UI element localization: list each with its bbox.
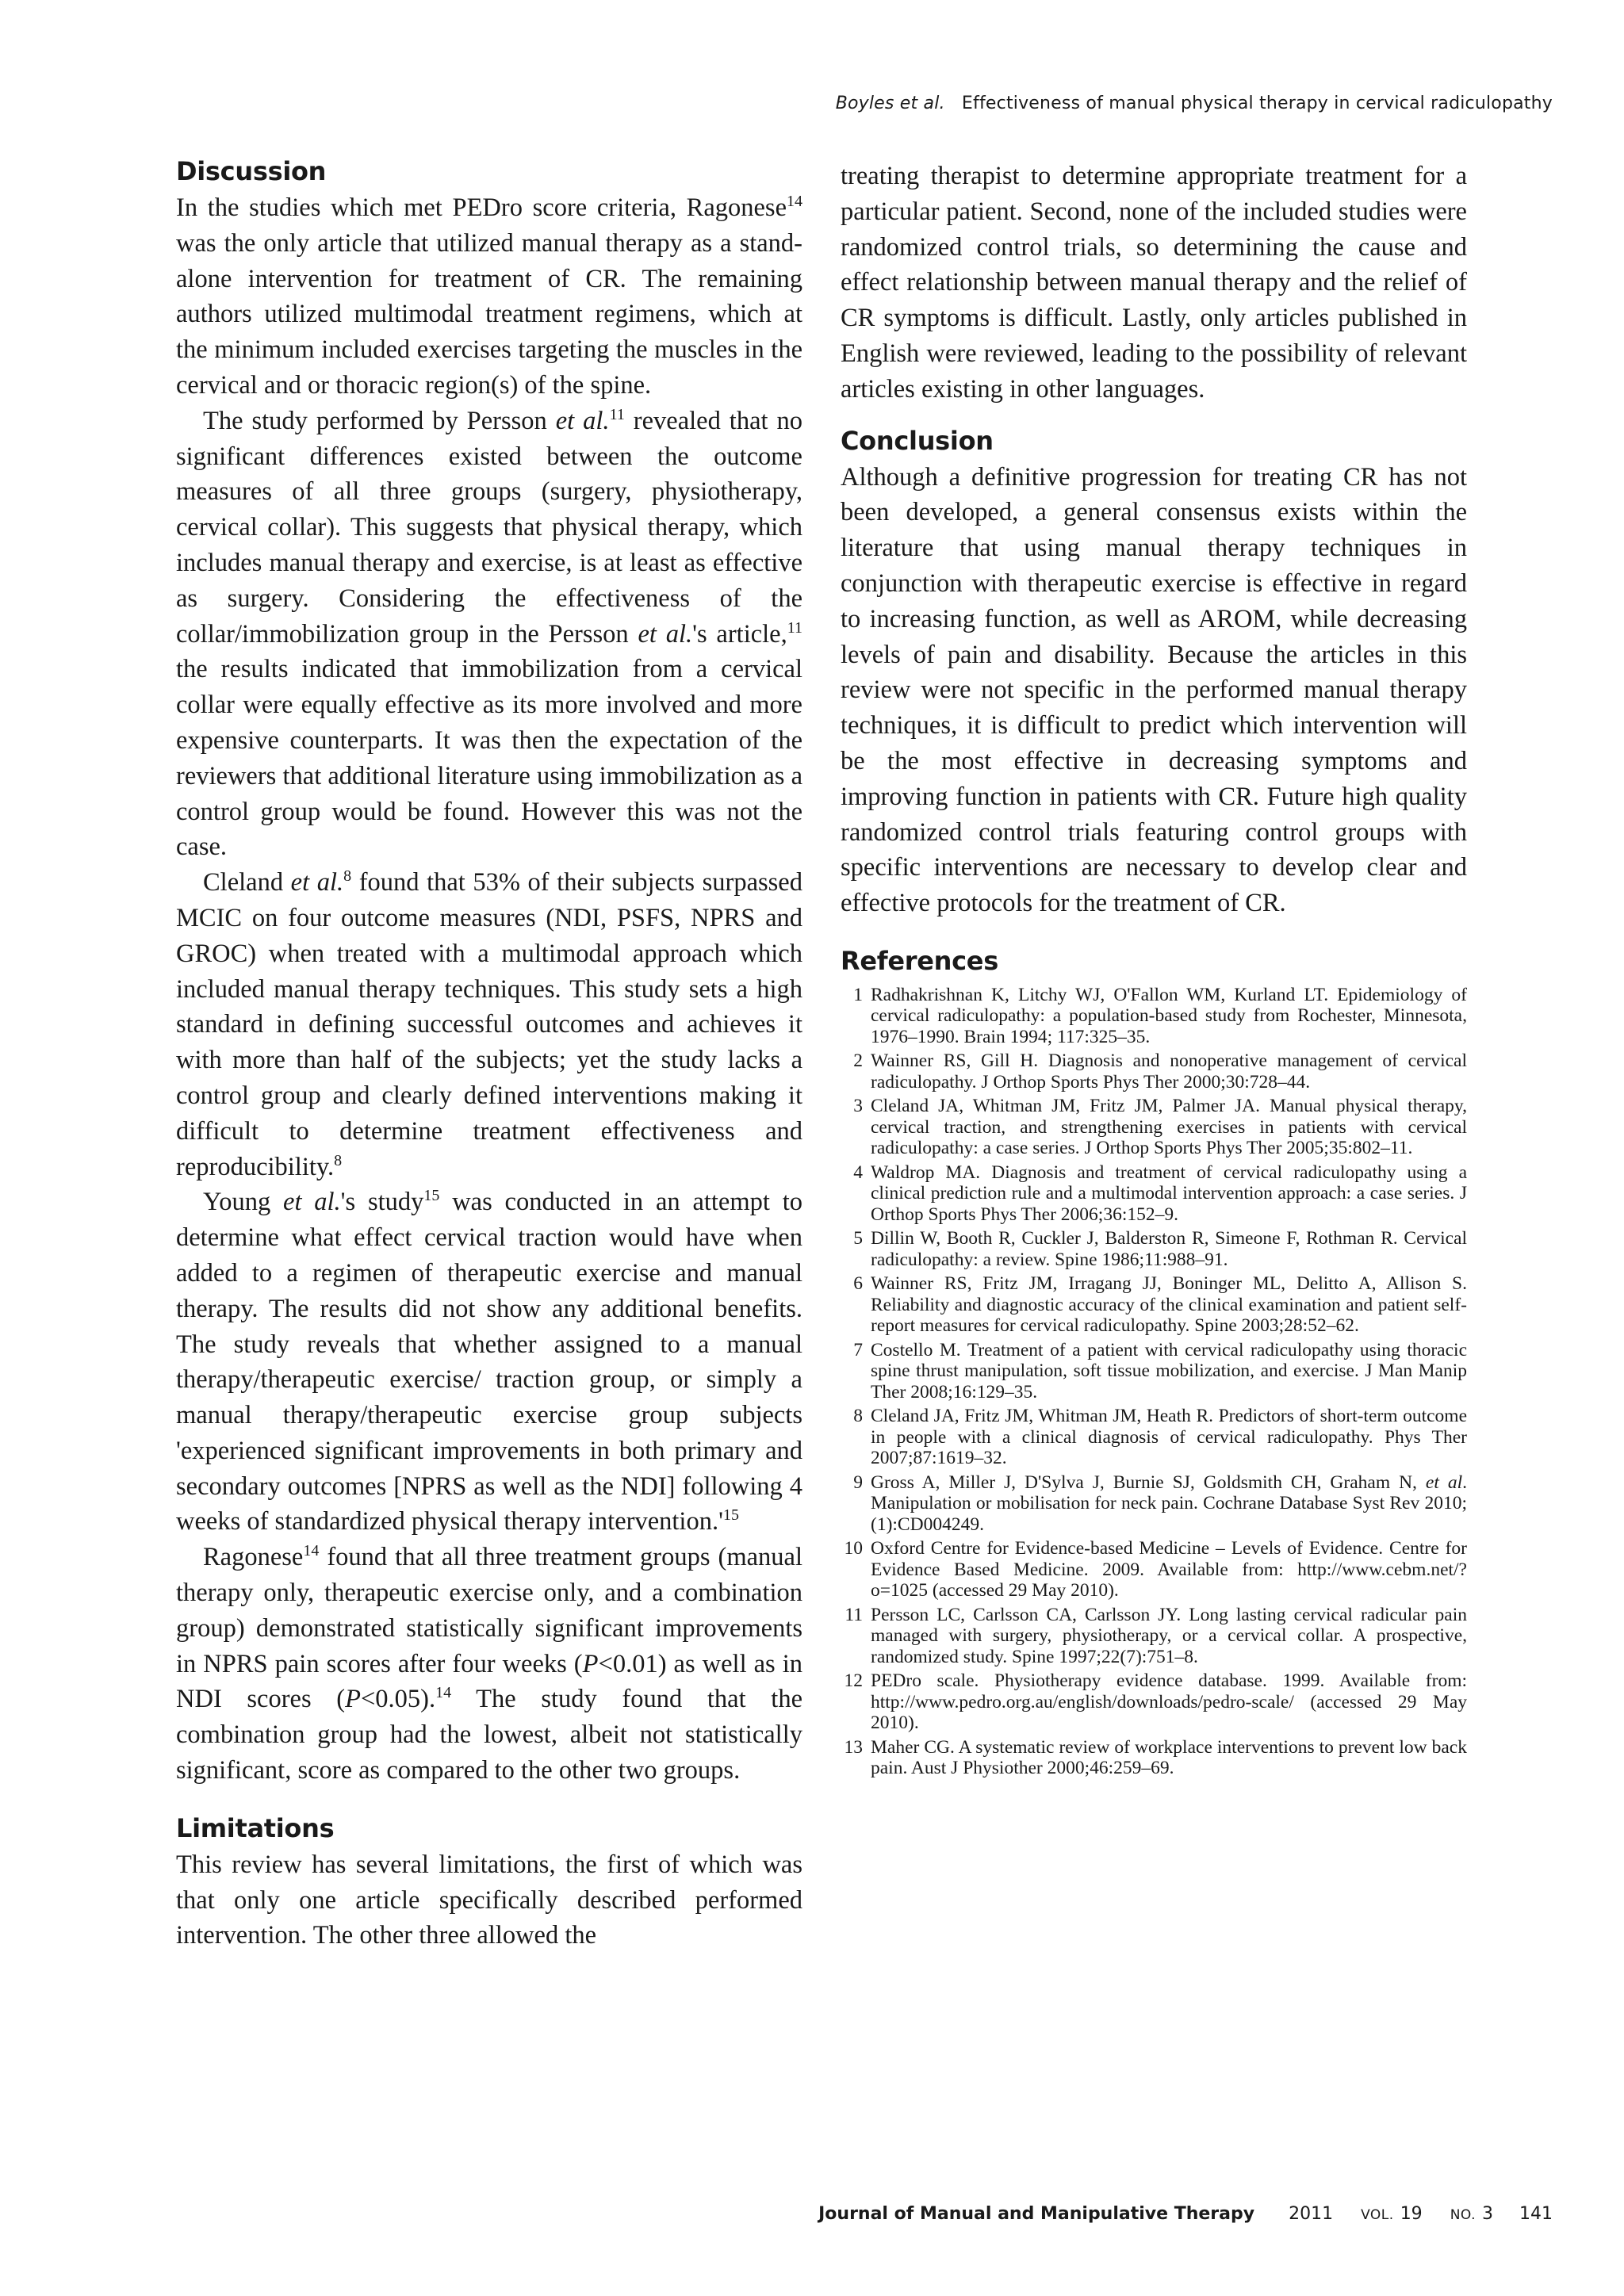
reference-item: 5 Dillin W, Booth R, Cuckler J, Balderston R, Simeone F, Rothman R. Cervical radiculopathy: a review. Spine 1986;11:988–91. xyxy=(853,1228,1467,1270)
volume-number: 19 xyxy=(1400,2204,1423,2224)
discussion-paragraph-3: Cleland et al.$^8$ found that 53% of their subjects surpassed MCIC on four outcome measures (NDI, PSFS, NPRS and GROC) when treated with a multimodal approach which included manual therapy techniques. This study sets a high standard in defining successful outcomes and achieves it with more than half of the subjects; yet the study lacks a control group and clearly defined interventions making it difficult to determine treatment effectiveness and reproducibility.$^8$ xyxy=(176,867,802,1181)
reference-item: 12 PEDro scale. Physiotherapy evidence database. 1999. Available from: http://www.pedro.org.au/english/downloads/pedro-scale/ (accessed 29 May 2010). xyxy=(844,1670,1467,1734)
reference-item: 6 Wainner RS, Fritz JM, Irragang JJ, Boninger ML, Delitto A, Allison S. Reliability and diagnostic accuracy of the clinical examination and patient self-report measures for cervical radiculopathy. Spine 2003;28:52–62. xyxy=(853,1273,1467,1337)
discussion-paragraph-5: Ragonese$^{14}$ found that all three treatment groups (manual therapy only, therapeutic exercise only, and a combination group) demonstrated statistically significant improvements in NPRS pain scores after four weeks (P<0.01) as well as in NDI scores (P<0.05).$^{14}$ The study found that the combination group had the lowest, albeit not statistically significant, score as compared to the other two groups. xyxy=(176,1542,803,1785)
journal-year: 2011 xyxy=(1289,2204,1334,2224)
references-heading: References xyxy=(841,945,998,976)
right-column xyxy=(841,159,1467,1782)
reference-item: 9 Gross A, Miller J, D'Sylva J, Burnie SJ, Goldsmith CH, Graham N, et al. Manipulation or mobilisation for neck pain. Cochrane Database Syst Rev 2010;(1):CD004249. xyxy=(853,1471,1467,1535)
conclusion-paragraph: Although a definitive progression for treating CR has not been developed, a general consensus exists within the literature that using manual therapy techniques in conjunction with therapeutic exercise is effective in regard to increasing function, as well as AROM, while decreasing levels of pain and disability. Because the articles in this review were not specific in the performed manual therapy techniques, it is difficult to predict which intervention will be the most effective in decreasing symptoms and improving function in patients with CR. Future high quality randomized control trials featuring control groups with specific interventions are necessary to develop clear and effective protocols for the treatment of CR. xyxy=(841,462,1467,918)
left-column xyxy=(176,155,802,1954)
page-number: 141 xyxy=(1519,2204,1553,2224)
journal-name: Journal of Manual and Manipulative Therapy xyxy=(818,2204,1255,2224)
reference-item: 4 Waldrop MA. Diagnosis and treatment of cervical radiculopathy using a clinical prediction rule and a multimodal intervention approach: a case series. J Orthop Sports Phys Ther 2006;36:152–9. xyxy=(853,1161,1467,1225)
reference-item: 2 Wainner RS, Gill H. Diagnosis and nonoperative management of cervical radiculopathy. J Orthop Sports Phys Ther 2000;30:728–44. xyxy=(853,1050,1467,1093)
running-head-authors: Boyles et al. xyxy=(835,94,945,113)
conclusion-heading: Conclusion xyxy=(841,425,994,456)
volume-label: VOL. xyxy=(1361,2207,1394,2223)
limitations-heading: Limitations xyxy=(176,1812,335,1843)
limitations-paragraph-continued: treating therapist to determine appropriate treatment for a particular patient. Second, none of the included studies were randomized control trials, so determining the cause and effect relationship between manual therapy and the relief of CR symptoms is difficult. Lastly, only articles published in English were reviewed, leading to the possibility of relevant articles existing in other languages. xyxy=(841,162,1467,404)
reference-item: 10 Oxford Centre for Evidence-based Medicine – Levels of Evidence. Centre for Evidence Based Medicine. 2009. Available from: http://www.cebm.net/?o=1025 (accessed 29 May 2010). xyxy=(844,1538,1467,1601)
reference-item: 11 Persson LC, Carlsson CA, Carlsson JY. Long lasting cervical radicular pain managed with surgery, physiotherapy, or a cervical collar. A prospective, randomized study. Spine 1997;22(7):751–8. xyxy=(845,1604,1467,1667)
issue-label: NO. xyxy=(1450,2207,1476,2223)
reference-item: 1 Radhakrishnan K, Litchy WJ, O'Fallon WM, Kurland LT. Epidemiology of cervical radiculopathy: a population-based study from Rochester, Minnesota, 1976–1990. Brain 1994; 117:325–35. xyxy=(853,984,1467,1047)
discussion-paragraph-2: The study performed by Persson et al.$^{11}$ revealed that no significant differences existed between the outcome measures of all three groups (surgery, physiotherapy, cervical collar). This suggests that physical therapy, which includes manual therapy and exercise, is at least as effective as surgery. Considering the effectiveness of the collar/immobilization group in the Persson et al.'s article,$^{11}$ the results indicated that immobilization from a cervical collar were equally effective as its more involved and more expensive counterparts. It was then the expectation of the reviewers that additional literature using immobilization as a control group would be found. However this was not the case. xyxy=(176,405,803,862)
reference-item: 3 Cleland JA, Whitman JM, Fritz JM, Palmer JA. Manual physical therapy, cervical traction, and strengthening exercises in patients with cervical radiculopathy: a case series. J Orthop Sports Phys Ther 2005;35:802–11. xyxy=(853,1096,1467,1159)
reference-item: 13 Maher CG. A systematic review of workplace interventions to prevent low back pain. Aust J Physiother 2000;46:259–69. xyxy=(844,1736,1467,1779)
running-head xyxy=(836,94,1553,113)
reference-item: 7 Costello M. Treatment of a patient with cervical radiculopathy using thoracic spine thrust manipulation, soft tissue mobilization, and exercise. J Man Manip Ther 2008;16:129–35. xyxy=(853,1339,1467,1402)
running-head-title: Effectiveness of manual physical therapy in cervical radiculopathy xyxy=(961,94,1553,113)
issue-number: 3 xyxy=(1482,2204,1493,2224)
discussion-paragraph-1: In the studies which met PEDro score criteria, Ragonese$^{14}$ was the only article that utilized manual therapy as a stand-alone intervention for treatment of CR. The remaining authors utilized multimodal treatment regimens, which at the minimum included exercises targeting the muscles in the cervical and or thoracic region(s) of the spine. xyxy=(176,193,802,400)
page-footer xyxy=(818,2204,1553,2224)
discussion-paragraph-4: Young et al.'s study$^{15}$ was conducted in an attempt to determine what effect cervical traction would have when added to a regimen of therapeutic exercise and manual therapy. The results did not show any additional benefits. The study reveals that whether assigned to a manual therapy/therapeutic exercise/ traction group, or simply a manual therapy/therapeutic exercise group subjects 'experienced significant improvements in both primary and secondary outcomes [NPRS as well as the NDI] following 4 weeks of standardized physical therapy $intervention.'^{15}$ xyxy=(176,1187,802,1536)
discussion-heading: Discussion xyxy=(176,156,327,186)
reference-item: 8 Cleland JA, Fritz JM, Whitman JM, Heath R. Predictors of short-term outcome in people with a clinical diagnosis of cervical radiculopathy. Phys Ther 2007;87:1619–32. xyxy=(853,1406,1467,1469)
reference-list xyxy=(841,985,1467,1779)
limitations-paragraph: This review has several limitations, the first of which was that only one article specifically described performed intervention. The other three allowed the xyxy=(176,1850,802,1950)
